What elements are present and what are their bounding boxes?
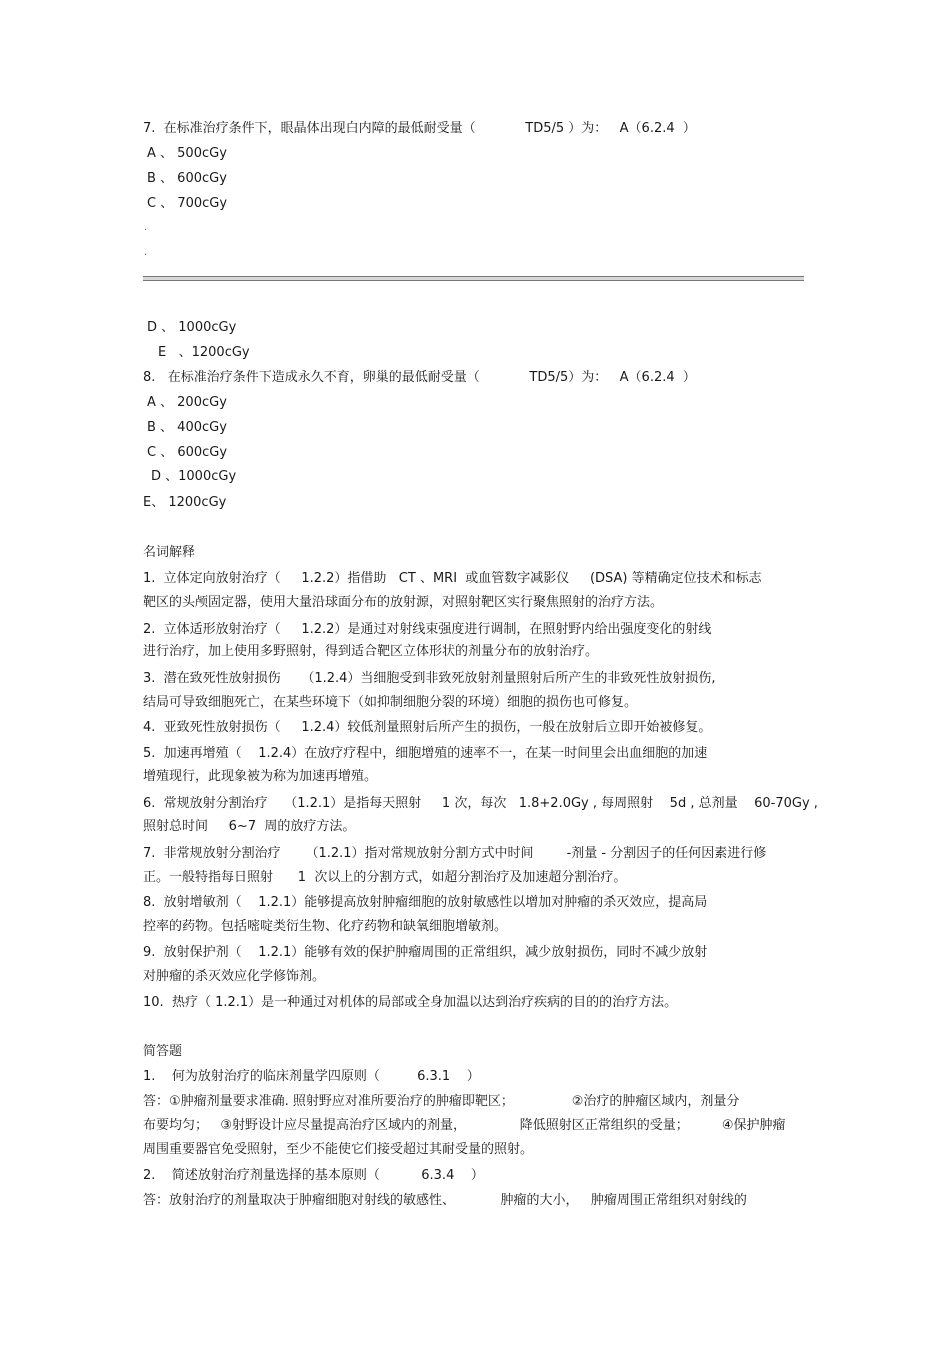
question-7-stem: 7. 在标准治疗条件下，眼晶体出现白内障的最低耐受量（ TD5/5 ）为： A（6.2.4 ） [143, 121, 696, 136]
q8-option-a: A 、 200cGy [147, 395, 227, 410]
term-10: 10. 热疗（ 1.2.1）是一种通过对机体的局部或全身加温以达到治疗疾病的目的的治疗方法。 [143, 995, 678, 1010]
q7-option-b: B 、 600cGy [147, 171, 227, 186]
q8-option-c: C 、 600cGy [147, 445, 228, 460]
short-1-answer-line3: 周围重要器官免受照射，至少不能使它们接受超过其耐受量的照射。 [143, 1142, 534, 1157]
term-8-line2: 控率的药物。包括嘧啶类衍生物、化疗药物和缺氧细胞增敏剂。 [143, 919, 508, 934]
term-8-line1: 8. 放射增敏剂（ 1.2.1）能够提高放射肿瘤细胞的放射敏感性以增加对肿瘤的杀灭效应，提高局 [143, 895, 708, 910]
short-1-answer-line1: 答：①肿瘤剂量要求准确. 照射野应对准所要治疗的肿瘤即靶区； ②治疗的肿瘤区域内，剂量分 [143, 1094, 740, 1109]
short-1-question: 1. 何为放射治疗的临床剂量学四原则（ 6.3.1 ） [143, 1069, 480, 1084]
term-7-line2: 正。一般特指每日照射 1 次以上的分割方式，如超分割治疗及加速超分割治疗。 [143, 870, 627, 885]
q8-option-e: E、 1200cGy [143, 495, 227, 510]
q7-option-d: D 、 1000cGy [147, 320, 237, 335]
term-3-line1: 3. 潜在致死性放射损伤 （1.2.4）当细胞受到非致死放射剂量照射后所产生的非致死性放射损伤, [143, 671, 716, 686]
term-2-line2: 进行治疗，加上使用多野照射，得到适合靶区立体形状的剂量分布的放射治疗。 [143, 644, 599, 659]
short-answer-heading: 简答题 [143, 1044, 183, 1059]
term-6-line1: 6. 常规放射分割治疗 （1.2.1）是指每天照射 1 次，每次 1.8+2.0Gy , 每周照射 5d , 总剂量 60-70Gy , [143, 796, 818, 811]
q7-option-e: E 、1200cGy [158, 345, 250, 360]
short-1-answer-line2: 布要均匀； ③射野设计应尽量提高治疗区域内的剂量， 降低照射区正常组织的受量； ④保护肿瘤 [143, 1118, 786, 1133]
term-2-line1: 2. 立体适形放射治疗（ 1.2.2）是通过对射线束强度进行调制，在照射野内给出强度变化的射线 [143, 622, 712, 637]
q7-option-c: C 、 700cGy [147, 196, 228, 211]
term-9-line1: 9. 放射保护剂（ 1.2.1）能够有效的保护肿瘤周围的正常组织，减少放射损伤，同时不减少放射 [143, 945, 708, 960]
term-3-line2: 结局可导致细胞死亡，在某些环境下（如抑制细胞分裂的环境）细胞的损伤也可修复。 [143, 695, 638, 710]
term-6-line2: 照射总时间 6~7 周的放疗方法。 [143, 819, 356, 834]
short-2-answer-line1: 答：放射治疗的剂量取决于肿瘤细胞对射线的敏感性、 肿瘤的大小， 肿瘤周围正常组织对射线的 [143, 1193, 747, 1208]
q8-option-b: B 、 400cGy [147, 420, 227, 435]
term-5-line2: 增殖现行，此现象被为称为加速再增殖。 [143, 769, 378, 784]
term-4: 4. 亚致死性放射损伤（ 1.2.4）较低剂量照射后所产生的损伤，一般在放射后立即开始被修复。 [143, 720, 712, 735]
page-divider [143, 276, 804, 281]
page-dot: · [144, 225, 148, 236]
term-7-line1: 7. 非常规放射分割治疗 （1.2.1）指对常规放射分割方式中时间 -剂量 - 分割因子的任何因素进行修 [143, 846, 767, 861]
short-2-question: 2. 简述放射治疗剂量选择的基本原则（ 6.3.4 ） [143, 1168, 484, 1183]
term-5-line1: 5. 加速再增殖（ 1.2.4）在放疗疗程中，细胞增殖的速率不一，在某一时间里会出血细胞的加速 [143, 746, 708, 761]
term-1-line2: 靶区的头颅固定器，使用大量沿球面分布的放射源，对照射靶区实行聚焦照射的治疗方法。 [143, 595, 664, 610]
page-dot: · [144, 250, 148, 261]
term-9-line2: 对肿瘤的杀灭效应化学修饰剂。 [143, 969, 326, 984]
question-8-stem: 8. 在标准治疗条件下造成永久不育，卵巢的最低耐受量（ TD5/5）为： A（6.2.4 ） [143, 370, 696, 385]
q8-option-d: D 、1000cGy [151, 469, 237, 484]
terms-heading: 名词解释 [143, 545, 196, 560]
q7-option-a: A 、 500cGy [147, 146, 227, 161]
term-1-line1: 1. 立体定向放射治疗（ 1.2.2）指借助 CT 、MRI 或血管数字减影仪 (DSA) 等精确定位技术和标志 [143, 571, 762, 586]
